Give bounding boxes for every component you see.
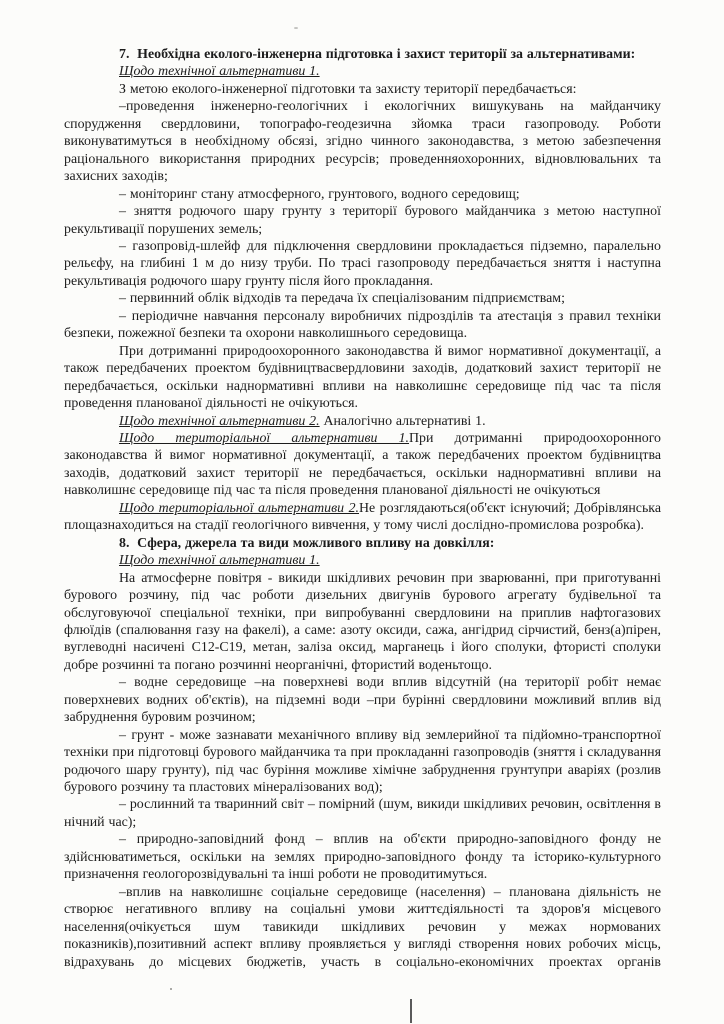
text-run: При дотриманні природоохоронного законодавства й вимог нормативної документації, а також передбачених проектом будівництвасвердловини заходів, додатковий захист території не передбачається, оскільки наднормативні впливи на навколишнє середовище під час та після проведення планованої діяльності не очікуються.: [64, 343, 661, 412]
text-run: – грунт - може зазнавати механічного впливу від землерийної та підйомно-транспортної техніки при підготовці бурового майданчика та при прокладанні газопроводів (зняття і складування родючого шару грунту), під час буріння можливе хімічне забруднення грунтупри аваріях (розлив бурового розчину та пластових мінералізованих вод);: [64, 727, 661, 796]
text-run: – рослинний та тваринний світ – помірний (шум, викиди шкідливих речовин, освітлення в нічний час);: [64, 797, 661, 830]
section-7-heading: [64, 46, 661, 63]
text-run: При дотриманні природоохоронного законодавства й вимог нормативної документації, а також передбачених проектом будівництва заходів, додатковий захист території не передбачається, оскільки наднормативні впливи на навколишнє середовище під час та після проведення планованої діяльності не очікуються: [64, 430, 662, 499]
text-run: 8. Сфера, джерела та види можливого впливу на довкілля:: [119, 535, 495, 551]
list-item: [64, 674, 661, 726]
subheading: [64, 63, 661, 80]
text-run: Аналогічно альтернативі 1.: [319, 413, 486, 429]
document-body: [64, 46, 661, 971]
text-run: Щодо технічної альтернативи 1.: [119, 64, 320, 80]
scan-speck-artifact: [294, 27, 298, 29]
text-run: – водне середовище –на поверхневі води вплив відсутній (на території робіт немає поверхневих водних об'єктів), на підземні води –при бурінні свердловини можливий вплив від забруднення буровим розчином;: [64, 675, 661, 726]
list-item: [64, 831, 661, 883]
paragraph: [64, 430, 661, 500]
list-item: [64, 884, 661, 971]
section-8-heading: [64, 535, 661, 552]
text-run: Щодо територіальної альтернативи 2.: [119, 500, 359, 516]
list-item: [64, 308, 661, 343]
list-item: [64, 796, 661, 831]
scan-fold-line-artifact: [410, 999, 412, 1023]
text-run: Щодо технічної альтернативи 1.: [119, 553, 320, 569]
text-run: – зняття родючого шару грунту з території бурового майданчика з метою наступної рекультивації порушених земель;: [64, 204, 661, 237]
text-run: – первинний облік відходів та передача їх спеціалізованим підприємствам;: [119, 291, 565, 307]
list-item: [64, 727, 661, 797]
text-run: 7. Необхідна еколого-інженерна підготовка і захист території за альтернативами:: [119, 47, 636, 62]
text-run: – моніторинг стану атмосферного, грунтового, водного середовищ;: [119, 186, 520, 202]
list-item: [64, 290, 661, 307]
list-item: [64, 186, 661, 203]
text-run: –проведення інженерно-геологічних і екологічних вишукувань на майданчику спорудження свердловини, топографо-геодезична зйомка траси газопроводу. Роботи виконуватимуться в необхідному обсязі, згідно чинного законодавства, з метою забезпечення раціонального використання природних ресурсів; проведенняохоронних, відновлювальних та захисних заходів;: [64, 99, 661, 185]
text-run: На атмосферне повітря - викиди шкідливих речовин при зварюванні, при приготуванні бурового розчину, під час роботи дизельних двигунів бурового агрегату будівельної та обслуговуючої спеціальної техніки, при випробуванні свердловини на приплив нафтогазових флюїдів (спалювання газу на факелі), а саме: азоту оксиди, сажа, ангідрид сірчистий, бенз(а)пірен, вуглеводні насичені С12-С19, метан, заліза оксид, марганець і його сполуки, фтористі сполуки добре розчинні та погано розчинні неорганічні, фтористий воденьтощо.: [64, 570, 661, 673]
paragraph: [64, 500, 661, 535]
paragraph: [64, 81, 661, 98]
subheading: [64, 552, 661, 569]
paragraph: [64, 570, 661, 675]
paragraph: [64, 343, 661, 413]
text-run: – газопровід-шлейф для підключення свердловини прокладається підземно, паралельно рельєфу, на глибині 1 м до низу труби. По трасі газопроводу передбачається зняття і наступна рекультивація родючого шару грунту після його прокладання.: [64, 238, 661, 289]
scan-speck-artifact: [170, 988, 172, 990]
text-run: Не розглядаються(об'єкт існуючий; Добрівлянська площазнаходиться на стадії геологічного вивчення, у тому числі дослідно-промислова розробка).: [64, 500, 661, 534]
text-run: – періодичне навчання персоналу виробничих підрозділів та атестація з правил техніки безпеки, пожежної безпеки та охорони навколишнього середовища.: [64, 308, 661, 342]
text-run: –вплив на навколишнє соціальне середовище (населення) – планована діяльність не створює негативного впливу на соціальні умови життєдіяльності та здоров'я місцевого населення(очікується шум тавикиди шкідливих речовин у межах нормованих показників),позитивний аспект впливу проявляється у вигляді створення нових робочих місць, відрахувань до місцевих бюджетів, участь в соціально-економічних проектах органів: [64, 884, 661, 970]
paragraph: [64, 413, 661, 430]
list-item: [64, 238, 661, 290]
list-item: [64, 203, 661, 238]
text-run: Щодо технічної альтернативи 2.: [119, 413, 320, 429]
list-item: [64, 98, 661, 185]
text-run: З метою еколого-інженерної підготовки та захисту території передбачається:: [119, 81, 577, 97]
text-run: – природно-заповідний фонд – вплив на об'єкти природно-заповідного фонду не здійснюватиметься, оскільки на землях природно-заповідного фонду та історико-культурного призначення геологорозвідувальні та інші роботи не проводитимуться.: [64, 832, 661, 883]
text-run: Щодо територіальної альтернативи 1.: [119, 430, 410, 446]
